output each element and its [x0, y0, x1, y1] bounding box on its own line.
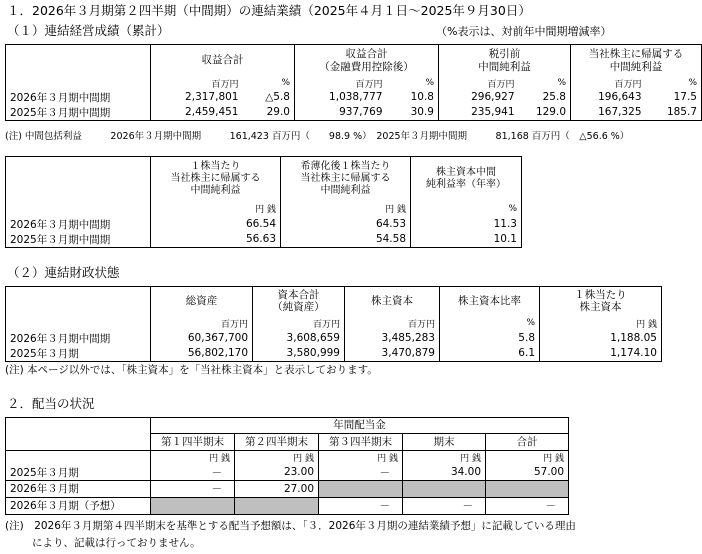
table-row: [6, 232, 522, 248]
header-diluted-eps: 希薄化後１株当たり 当社株主に帰属する 中間純利益: [281, 157, 411, 201]
value-cell: 10.1: [411, 232, 522, 248]
value-cell: 6.1: [440, 346, 540, 362]
header-roe: 株主資本中間 純利益率（年率）: [411, 157, 522, 201]
unit-cell: 円 銭: [151, 201, 281, 217]
value-cell: 129.0: [519, 105, 571, 121]
unit-cell: %: [243, 77, 295, 90]
value-cell: 3,470,879: [345, 346, 440, 362]
comprehensive-income-note: (注) 中間包括利益 2026年３月期中間期 161,423 百万円（ 98.9 %） 2025年３月期中間期 81,168 百万円（ △56.6 %）: [5, 131, 630, 142]
dividend-note-line1: (注) 2026年３月期第４四半期末を基準とする配当予想額は、「３．2026年３月期の連結業績予想」に記載している理由: [5, 520, 576, 532]
header-annual-dividend: 年間配当金: [151, 418, 569, 434]
row-label: 2025年３月期: [6, 346, 151, 362]
unit-cell: %: [387, 77, 439, 90]
header-q1: 第１四半期末: [151, 434, 235, 451]
header-revenue-net: 収益合計 （金融費用控除後）: [295, 45, 439, 77]
header-total-assets: 総資産: [151, 287, 253, 316]
shaded-cell: [403, 480, 486, 497]
unit-cell: 百万円: [571, 77, 646, 90]
value-cell: 3,485,283: [345, 331, 440, 346]
row-label: 2025年３月期: [6, 465, 151, 481]
value-cell: －: [151, 465, 235, 481]
header-total-revenue: 収益合計: [151, 45, 295, 77]
unit-cell: 円 銭: [151, 451, 235, 465]
section-title-dividends: ２．配当の状況: [7, 396, 95, 411]
value-cell: 27.00: [235, 480, 319, 497]
unit-cell: 円 銭: [281, 201, 411, 217]
value-cell: －: [319, 497, 403, 514]
shaded-cell: [319, 480, 403, 497]
row-label: 2026年３月期（予想）: [6, 497, 151, 514]
header-shareholders-equity: 株主資本: [345, 287, 440, 316]
unit-cell: 百万円: [345, 316, 440, 331]
document-heading: １．2026年３月期第２四半期（中間期）の連結業績（2025年４月１日～2025年９月30日）: [7, 3, 531, 18]
header-equity-per-share: １株当たり 株主資本: [540, 287, 662, 316]
section-title-operating-results: （１）連結経営成績（累計）: [7, 23, 170, 38]
per-share-table: [5, 156, 522, 248]
row-label: 2025年３月期中間期: [6, 105, 151, 121]
value-cell: 56,802,170: [151, 346, 253, 362]
value-cell: 185.7: [646, 105, 702, 121]
unit-cell: 百万円: [439, 77, 519, 90]
table-row: [6, 90, 702, 105]
header-eps: １株当たり 当社株主に帰属する 中間純利益: [151, 157, 281, 201]
row-label: 2026年３月期中間期: [6, 331, 151, 346]
table-row: [6, 217, 522, 232]
corner-cell: [6, 418, 151, 451]
row-label: 2026年３月期中間期: [6, 90, 151, 105]
value-cell: 296,927: [439, 90, 519, 105]
corner-cell: [6, 45, 151, 77]
header-q2: 第２四半期末: [235, 434, 319, 451]
table-row: [6, 105, 702, 121]
value-cell: 3,580,999: [253, 346, 345, 362]
header-q3: 第３四半期末: [319, 434, 403, 451]
value-cell: 54.58: [281, 232, 411, 248]
value-cell: 29.0: [243, 105, 295, 121]
value-cell: 1,188.05: [540, 331, 662, 346]
unit-cell: 百万円: [151, 316, 253, 331]
value-cell: 196,643: [571, 90, 646, 105]
unit-cell: 百万円: [253, 316, 345, 331]
unit-cell: 円 銭: [403, 451, 486, 465]
unit-cell: %: [519, 77, 571, 90]
value-cell: 17.5: [646, 90, 702, 105]
value-cell: 937,769: [295, 105, 387, 121]
value-cell: 25.8: [519, 90, 571, 105]
table-row: [6, 465, 569, 481]
dividends-table: [5, 417, 569, 515]
value-cell: 11.3: [411, 217, 522, 232]
percent-note: （%表示は、対前年中間期増減率）: [436, 25, 612, 38]
value-cell: 34.00: [403, 465, 486, 481]
financial-position-table: [5, 286, 662, 362]
operating-results-table: [5, 44, 702, 121]
row-label: 2025年３月期中間期: [6, 232, 151, 248]
unit-cell: %: [646, 77, 702, 90]
unit-cell: 百万円: [151, 77, 243, 90]
shaded-cell: [235, 497, 319, 514]
value-cell: △5.8: [243, 90, 295, 105]
value-cell: 57.00: [486, 465, 569, 481]
value-cell: 23.00: [235, 465, 319, 481]
value-cell: 2,317,801: [151, 90, 243, 105]
value-cell: －: [319, 465, 403, 481]
value-cell: 10.8: [387, 90, 439, 105]
value-cell: 2,459,451: [151, 105, 243, 121]
value-cell: －: [486, 497, 569, 514]
table-row: [6, 480, 569, 497]
value-cell: 167,325: [571, 105, 646, 121]
header-equity-ratio: 株主資本比率: [440, 287, 540, 316]
value-cell: 64.53: [281, 217, 411, 232]
unit-cell: 百万円: [295, 77, 387, 90]
unit-cell: 円 銭: [540, 316, 662, 331]
dividend-note-line2: により、記載は行っておりません。: [32, 537, 201, 549]
value-cell: 56.63: [151, 232, 281, 248]
unit-cell: %: [411, 201, 522, 217]
equity-note: (注) 本ページ以外では、「株主資本」を「当社株主資本」と表示しております。: [5, 364, 378, 376]
value-cell: 66.54: [151, 217, 281, 232]
value-cell: 1,174.10: [540, 346, 662, 362]
value-cell: 1,038,777: [295, 90, 387, 105]
value-cell: －: [403, 497, 486, 514]
shaded-cell: [151, 497, 235, 514]
shaded-cell: [486, 480, 569, 497]
table-row: [6, 331, 662, 346]
unit-cell: 円 銭: [319, 451, 403, 465]
table-row: [6, 346, 662, 362]
row-label: 2026年３月期: [6, 480, 151, 497]
value-cell: 235,941: [439, 105, 519, 121]
row-label: 2026年３月期中間期: [6, 217, 151, 232]
value-cell: 5.8: [440, 331, 540, 346]
header-net-income: 当社株主に帰属する 中間純利益: [571, 45, 702, 77]
header-total: 合計: [486, 434, 569, 451]
unit-cell: 円 銭: [235, 451, 319, 465]
header-pretax-income: 税引前 中間純利益: [439, 45, 571, 77]
value-cell: －: [151, 480, 235, 497]
value-cell: 30.9: [387, 105, 439, 121]
value-cell: 3,608,659: [253, 331, 345, 346]
header-year-end: 期末: [403, 434, 486, 451]
value-cell: 60,367,700: [151, 331, 253, 346]
table-row: [6, 497, 569, 514]
header-total-equity: 資本合計 （純資産）: [253, 287, 345, 316]
section-title-financial-position: （２）連結財政状態: [7, 265, 120, 280]
unit-cell: 円 銭: [486, 451, 569, 465]
unit-cell: %: [440, 316, 540, 331]
